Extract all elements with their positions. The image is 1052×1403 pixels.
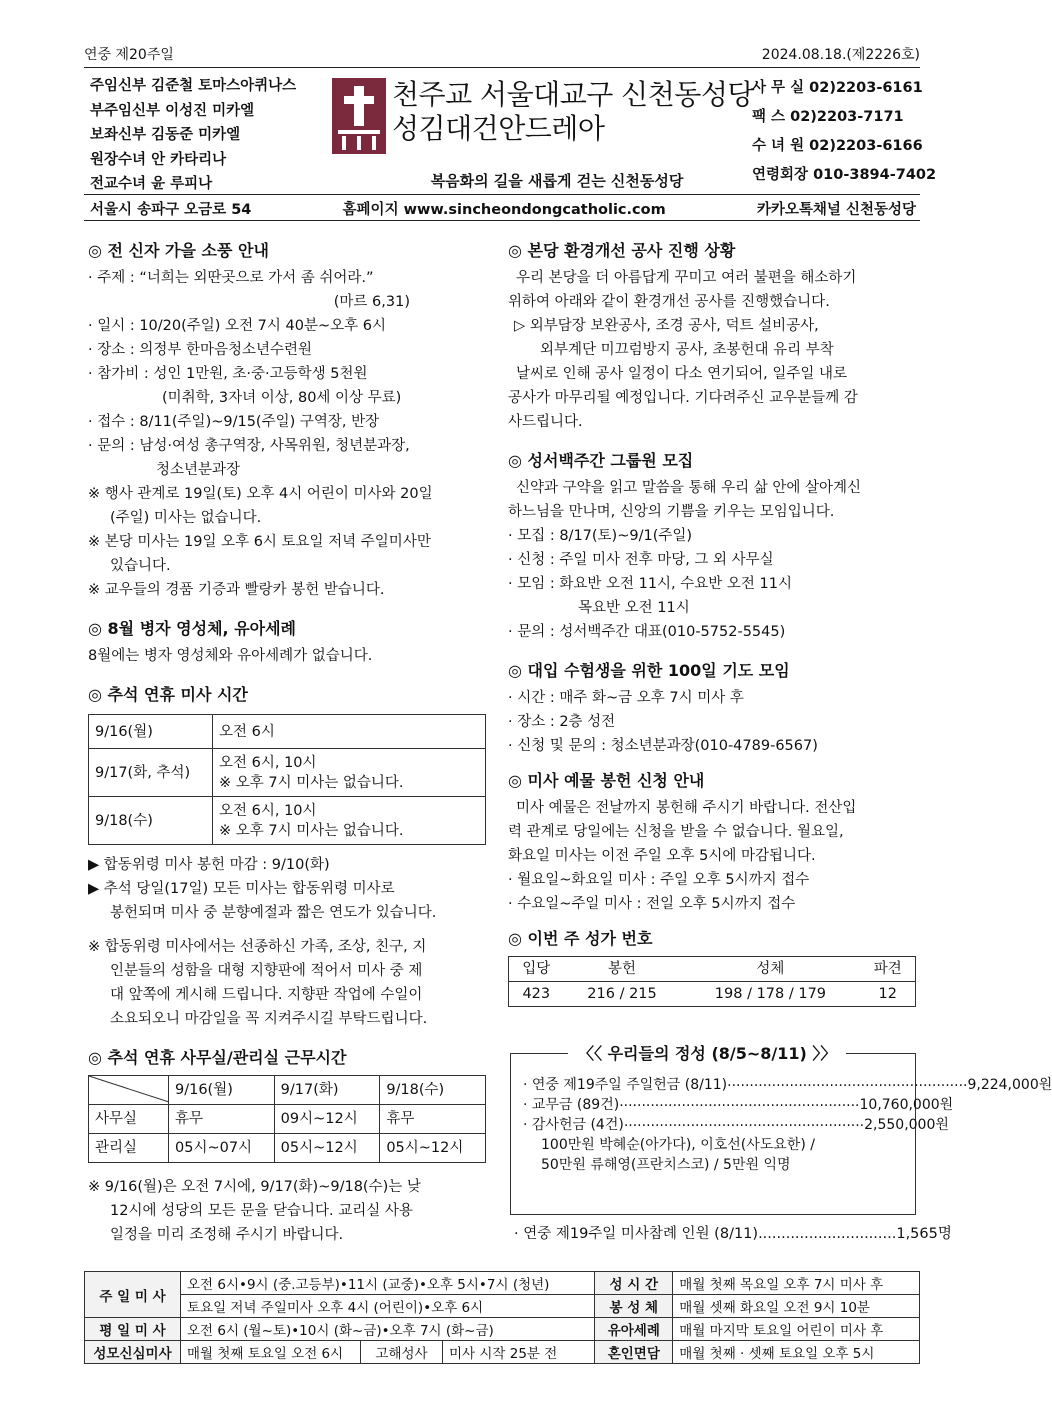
attendance-value: 1,565명 [896, 1226, 952, 1242]
para-line: 화요일 미사는 이전 주일 오후 5시에 마감됩니다. [508, 848, 816, 864]
offering-item [523, 1074, 1052, 1094]
schedule-label: 유아세례 [595, 1318, 673, 1341]
schedule-value: 토요일 저녁 주일미사 오후 4시 (어린이)•오후 6시 [181, 1295, 595, 1318]
picnic-line: · 장소 : 의정부 한마음청소년수련원 [88, 342, 313, 358]
picnic-line: ※ 행사 관계로 19일(토) 오후 4시 어린이 미사와 20일 [88, 486, 433, 502]
table-header: 9/18(수) [380, 1076, 486, 1105]
table-row [89, 715, 486, 749]
renovation-title: ◎ 본당 환경개선 공사 진행 상황 [508, 241, 736, 260]
schedule-label: 주 일 미 사 [85, 1272, 181, 1318]
picnic-body [88, 266, 488, 602]
table-row [89, 1134, 486, 1163]
para-line: 미사 예물은 전날까지 봉헌해 주시기 바랍니다. 전산입 [516, 800, 857, 816]
left-column [88, 238, 488, 1247]
picnic-title: ◎ 전 신자 가을 소풍 안내 [88, 241, 269, 260]
table-cell: 휴무 [169, 1105, 275, 1134]
staff-item: 전교수녀 윤 루피나 [90, 176, 213, 192]
table-cell: 05시~12시 [274, 1134, 380, 1163]
schedule-label: 혼인면담 [595, 1341, 673, 1364]
bible-body [508, 476, 918, 644]
sick-title: ◎ 8월 병자 영성체, 유아세례 [88, 619, 297, 638]
table-row [85, 1295, 920, 1318]
hymns-title: ◎ 이번 주 성가 번호 [508, 929, 653, 948]
picnic-line: · 일시 : 10/20(주일) 오전 7시 40분~오후 6시 [88, 318, 386, 334]
cell-line: 오전 6시, 10시 [219, 802, 317, 819]
exam-title: ◎ 대입 수험생을 위한 100일 기도 모임 [508, 661, 790, 680]
church-name [392, 78, 754, 146]
para-line: · 모집 : 8/17(토)~9/1(주일) [508, 528, 693, 544]
table-row [85, 1272, 920, 1295]
chuseok-table [88, 714, 486, 845]
note-line: ※ 9/16(월)은 오전 7시에, 9/17(화)~9/18(수)는 낮 [88, 1179, 421, 1195]
para-line: 공사가 마무리될 예정입니다. 기다려주신 교우분들께 감 [508, 390, 858, 406]
picnic-line: · 문의 : 남성·여성 총구역장, 사목위원, 청년분과장, [88, 438, 410, 454]
cell-line: 오전 6시, 10시 [219, 754, 317, 771]
para-line: 날씨로 인해 공사 일정이 다소 연기되어, 일주일 내로 [516, 366, 848, 382]
exam-body [508, 686, 918, 758]
picnic-line: 청소년분과장 [156, 462, 241, 478]
church-logo [332, 78, 386, 154]
staff-item: 보좌신부 김동준 미카엘 [90, 127, 241, 143]
table-cell: 05시~12시 [380, 1134, 486, 1163]
leader-dots: ...................................................... [623, 1114, 865, 1130]
table-cell: 198 / 178 / 179 [714, 986, 827, 1002]
contact-item: 사 무 실 02)2203-6161 [752, 80, 923, 96]
offering-amount: 2,550,000원 [864, 1117, 949, 1133]
table-header: 봉헌 [564, 957, 681, 982]
para-line: · 문의 : 성서백주간 대표(010-5752-5545) [508, 624, 786, 640]
note-line: 소요되오니 마감일을 꼭 지켜주시길 부탁드립니다. [110, 1011, 428, 1027]
office-hours-table [88, 1075, 486, 1163]
table-row [89, 749, 486, 797]
picnic-line: (미취학, 3자녀 이상, 80세 이상 무료) [162, 390, 402, 406]
contact-list [752, 74, 937, 190]
table-row [85, 1341, 920, 1364]
leader-dots: .............................. [758, 1226, 897, 1242]
table-cell: 사무실 [89, 1105, 169, 1134]
offering-item [523, 1114, 949, 1134]
picnic-line: ※ 교우들의 경품 기증과 빨랑카 봉헌 받습니다. [88, 582, 385, 598]
table-row [89, 1076, 486, 1105]
cell-line: ※ 오후 7시 미사는 없습니다. [219, 822, 404, 839]
table-cell: 423 [522, 986, 551, 1002]
chuseok-title: ◎ 추석 연휴 미사 시간 [88, 685, 248, 704]
divider [84, 220, 920, 221]
table-row [509, 957, 916, 982]
table-cell: 216 / 215 [587, 986, 657, 1002]
attendance-label: · 연중 제19주일 미사참례 인원 (8/11) [514, 1226, 759, 1242]
para-line: 외부계단 미끄럼방지 공사, 초봉헌대 유리 부착 [540, 342, 834, 358]
schedule-label: 평 일 미 사 [85, 1318, 181, 1341]
table-header: 성체 [680, 957, 860, 982]
para-line: · 수요일~주일 미사 : 전일 오후 5시까지 접수 [508, 896, 796, 912]
cell-line: ※ 오후 7시 미사는 없습니다. [219, 774, 404, 791]
renovation-body [508, 266, 918, 434]
picnic-line: · 접수 : 8/11(주일)~9/15(주일) 구역장, 반장 [88, 414, 380, 430]
offering-item [523, 1094, 954, 1114]
table-cell: 관리실 [89, 1134, 169, 1163]
note-line: 일정을 미리 조정해 주시기 바랍니다. [110, 1227, 344, 1243]
offering-title: 〈〈 우리들의 정성 (8/5~8/11) 〉〉 [568, 1041, 846, 1064]
church-name-line1: 천주교 서울대교구 신천동성당 [392, 78, 754, 111]
schedule-value: 매월 첫째 토요일 오전 6시 [181, 1341, 361, 1364]
kakao-channel: 카카오톡채널 신천동성당 [756, 202, 916, 218]
para-line: · 모임 : 화요반 오전 11시, 수요반 오전 11시 [508, 576, 792, 592]
para-line: 사드립니다. [508, 414, 583, 430]
contact-item: 수 녀 원 02)2203-6166 [752, 138, 923, 154]
table-row [85, 1318, 920, 1341]
offering-label: · 감사헌금 (4건) [523, 1117, 624, 1133]
para-line: ▷ 외부담장 보완공사, 조경 공사, 덕트 설비공사, [514, 318, 819, 334]
table-header: 9/17(화) [274, 1076, 380, 1105]
table-row [89, 797, 486, 845]
table-cell: 9/16(월) [89, 715, 213, 749]
table-cell [213, 797, 486, 845]
picnic-line: 있습니다. [110, 558, 171, 574]
picnic-line: · 주제 : “너희는 외딴곳으로 가서 좀 쉬어라.” [88, 270, 374, 286]
top-line [84, 44, 920, 64]
table-header: 입당 [509, 957, 564, 982]
staff-item: 주임신부 김준철 토마스아퀴나스 [90, 78, 297, 94]
divider [84, 67, 920, 68]
schedule-label: 봉 성 체 [595, 1295, 673, 1318]
donor-line: 100만원 박혜순(아가다), 이호선(사도요한) / [541, 1137, 815, 1153]
leader-dots: ...................................................... [727, 1074, 968, 1090]
divider [84, 194, 920, 195]
leader-dots: ...................................................... [619, 1094, 860, 1110]
table-corner-cell [89, 1076, 169, 1105]
schedule-value: 매월 셋째 화요일 오전 9시 10분 [673, 1295, 920, 1318]
office-notes [88, 1175, 488, 1247]
homepage-link[interactable]: 홈페이지 www.sincheondongcatholic.com [342, 202, 666, 218]
office-title: ◎ 추석 연휴 사무실/관리실 근무시간 [88, 1048, 347, 1067]
address: 서울시 송파구 오금로 54 [90, 202, 252, 218]
note-line: ▶ 합동위령 미사 봉헌 마감 : 9/10(화) [88, 857, 330, 873]
para-line: · 시간 : 매주 화~금 오후 7시 미사 후 [508, 690, 744, 706]
schedule-value: 미사 시작 25분 전 [443, 1341, 595, 1364]
table-cell: 09시~12시 [274, 1105, 380, 1134]
picnic-line: (주일) 미사는 없습니다. [110, 510, 262, 526]
picnic-line: (마르 6,31) [333, 294, 410, 310]
para-line: 하느님을 만나며, 신앙의 기쁨을 키우는 모임입니다. [508, 504, 835, 520]
donor-line: 50만원 류해영(프란치스코) / 5만원 익명 [541, 1157, 791, 1173]
schedule-value: 매월 첫째 목요일 오후 7시 미사 후 [673, 1272, 920, 1295]
hymns-table [508, 956, 916, 1007]
schedule-value: 오전 6시•9시 (중.고등부)•11시 (교중)•오후 5시•7시 (청년) [181, 1272, 595, 1295]
chuseok-notes [88, 853, 488, 1031]
mass-schedule-table [84, 1271, 920, 1364]
table-cell: 휴무 [380, 1105, 486, 1134]
picnic-line: ※ 본당 미사는 19일 오후 6시 토요일 저녁 주일미사만 [88, 534, 431, 550]
church-name-line2: 성김대건안드레아 [392, 112, 605, 145]
staff-list [90, 74, 330, 197]
table-cell: 9/17(화, 추석) [89, 749, 213, 797]
para-line: 목요반 오전 11시 [578, 600, 690, 616]
para-line: · 월요일~화요일 미사 : 주일 오후 5시까지 접수 [508, 872, 810, 888]
note-line: 12시에 성당의 모든 문을 닫습니다. 교리실 사용 [110, 1203, 413, 1219]
table-cell: 오전 6시 [213, 715, 486, 749]
schedule-label: 성모신심미사 [85, 1341, 181, 1364]
schedule-label: 성 시 간 [595, 1272, 673, 1295]
note-line: ▶ 추석 당일(17일) 모든 미사는 합동위령 미사로 [88, 881, 395, 897]
table-cell: 12 [878, 986, 897, 1002]
table-cell [213, 749, 486, 797]
picnic-line: · 참가비 : 성인 1만원, 초·중·고등학생 5천원 [88, 366, 368, 382]
para-line: 우리 본당을 더 아름답게 꾸미고 여러 불편을 해소하기 [516, 270, 857, 286]
para-line: · 장소 : 2층 성전 [508, 714, 616, 730]
offering-label: · 교무금 (89건) [523, 1097, 620, 1113]
para-line: 력 관계로 당일에는 신청을 받을 수 없습니다. 월요일, [508, 824, 844, 840]
contact-item: 연령회장 010-3894-7402 [752, 167, 937, 183]
motto: 복음화의 길을 새롭게 걷는 신천동성당 [430, 172, 684, 190]
schedule-value: 매월 마지막 토요일 어린이 미사 후 [673, 1318, 920, 1341]
staff-item: 원장수녀 안 카타리나 [90, 151, 227, 168]
note-line: 봉헌되며 미사 중 분향예절과 짧은 연도가 있습니다. [110, 905, 437, 921]
offering-amount: 9,224,000원 [967, 1077, 1052, 1093]
schedule-value: 매월 첫째 · 셋째 토요일 오후 5시 [673, 1341, 920, 1364]
offering-label: · 연중 제19주일 주일헌금 (8/11) [523, 1077, 728, 1093]
para-line: · 신청 및 문의 : 청소년분과장(010-4789-6567) [508, 738, 818, 754]
table-header: 파견 [860, 957, 915, 982]
sick-body: 8월에는 병자 영성체와 유아세례가 없습니다. [88, 648, 373, 664]
attendance-line [514, 1222, 952, 1246]
table-cell: 9/18(수) [89, 797, 213, 845]
offering-amount: 10,760,000원 [859, 1097, 954, 1113]
note-line: ※ 합동위령 미사에서는 선종하신 가족, 조상, 친구, 지 [88, 939, 427, 955]
table-header: 9/16(월) [169, 1076, 275, 1105]
issue-date: 2024.08.18.(제2226호) [761, 47, 920, 63]
note-line: 인분들의 성함을 대형 지향판에 적어서 미사 중 제 [110, 963, 423, 979]
offering-box [510, 1053, 1052, 1215]
right-column [508, 238, 918, 1007]
address-line [90, 198, 916, 219]
schedule-value: 고해성사 [361, 1341, 443, 1364]
table-cell: 05시~07시 [169, 1134, 275, 1163]
contact-item: 팩 스 02)2203-7171 [752, 109, 904, 125]
para-line: · 신청 : 주일 미사 전후 마당, 그 외 사무실 [508, 552, 774, 568]
table-row [89, 1105, 486, 1134]
bible-title: ◎ 성서백주간 그룹원 모집 [508, 451, 694, 470]
schedule-value: 오전 6시 (월~토)•10시 (화~금)•오후 7시 (화~금) [181, 1318, 595, 1341]
liturgical-season: 연중 제20주일 [84, 47, 174, 63]
massoffer-title: ◎ 미사 예물 봉헌 신청 안내 [508, 771, 705, 790]
table-row [509, 982, 916, 1007]
para-line: 위하여 아래와 같이 환경개선 공사를 진행했습니다. [508, 294, 830, 310]
para-line: 신약과 구약을 읽고 말씀을 통해 우리 삶 안에 살아계신 [516, 480, 862, 496]
note-line: 대 앞쪽에 게시해 드립니다. 지향판 작업에 수일이 [110, 987, 423, 1003]
massoffer-body [508, 796, 918, 916]
staff-item: 부주임신부 이성진 미카엘 [90, 102, 255, 119]
